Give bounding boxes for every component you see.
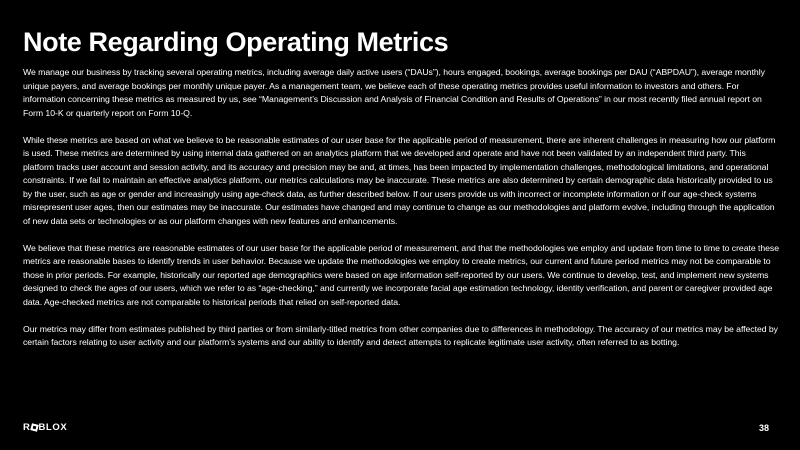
page-title: Note Regarding Operating Metrics xyxy=(23,27,449,57)
paragraph-1: We manage our business by tracking several operating metrics, including average daily active users (“DAUs”), hours engaged, bookings, average bookings per DAU (“ABPDAU”), average monthly unique payers, and average bookings per monthly unique payer. As a management team, we believe each of these operating metrics provides useful information to investors and others. For information concerning these metrics as measured by us, see “Management’s Discussion and Analysis of Financial Condition and Results of Operations” in our most recently filed annual report on Form 10-K or quarterly report on Form 10-Q. xyxy=(23,67,765,118)
paragraph-3: We believe that these metrics are reasonable estimates of our user base for the applicable period of measurement, and that the methodologies we employ and update from time to time to create these metrics are reasonable bases to identify trends in user behavior. Because we update the methodologies we employ to create metrics, our current and future period metrics may not be comparable to those in prior periods. For example, historically our reported age demographics were based on age information self-reported by our users. We continue to develop, test, and implement new systems designed to check the ages of our users, which we refer to as “age-checking,” and currently we incorporate facial age estimation technology, identity verification, and parent or caregiver provided age data. Age-checked metrics are not comparable to historical periods that relied on self-reported data. xyxy=(23,242,779,307)
paragraph-2: While these metrics are based on what we believe to be reasonable estimates of our user base for the applicable period of measurement, there are inherent challenges in measuring how our platform is used. These metrics are determined by using internal data gathered on an analytics platform that we developed and operate and have not been validated by an independent third party. This platform tracks user account and session activity, and its accuracy and precision may be and, at times, has been impacted by implementation challenges, methodological limitations, and operational constraints. If we fail to maintain an effective analytics platform, our metrics calculations may be inaccurate. These metrics are also determined by certain demographic data historically provided to us by the user, such as age or gender and increasingly using age-check data, as further described below. If our users provide us with incorrect or incomplete information or if our age-check systems misrepresent user ages, then our estimates may be inaccurate. Our estimates have changed and may continue to change as our methodologies and platform evolve, including through the application of new data sets or technologies or as our platform changes with new features and enhancements. xyxy=(23,134,776,226)
roblox-logo: R BLOX xyxy=(23,422,68,433)
paragraph-4: Our metrics may differ from estimates published by third parties or from similarly-titled metrics from other companies due to differences in methodology. The accuracy of our metrics may be affected by certain factors relating to user activity and our platform’s systems and our ability to identify and detect attempts to replicate legitimate user activity, often referred to as botting. xyxy=(23,323,778,347)
body-text xyxy=(23,66,779,363)
page-number: 38 xyxy=(758,423,769,433)
